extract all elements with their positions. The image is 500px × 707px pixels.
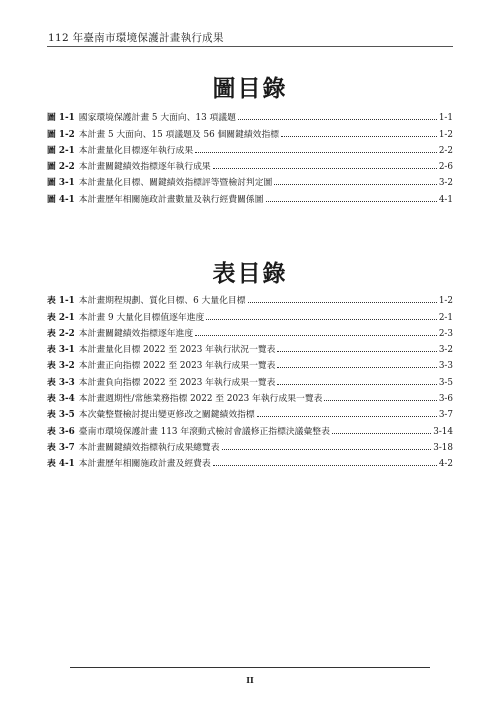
dot-leader [277,351,436,352]
table-list-entry[interactable] [47,339,453,355]
entry-number: 圖 1-2 [47,129,75,140]
dot-leader [213,465,437,466]
entry-page: 2-1 [438,312,453,323]
entry-number: 圖 2-2 [47,162,75,173]
entry-title: 本計畫 5 大面向、15 項議題及 56 個關鍵績效指標 [78,129,280,140]
entry-title: 本計畫量化目標逐年執行成果 [78,145,194,156]
entry-title: 國家環境保護計畫 5 大面向、13 項議題 [78,113,236,124]
figure-list-entry[interactable] [47,172,453,188]
entry-page: 1-1 [438,113,453,124]
entry-title: 本計畫期程規劃、質化目標、6 大量化目標 [78,296,246,307]
entry-number: 圖 3-1 [47,178,75,189]
entry-number: 圖 4-1 [47,194,75,205]
table-list-entry[interactable] [47,306,453,322]
dot-leader [213,168,437,169]
table-list-entry[interactable] [47,404,453,420]
footer-divider [70,667,430,668]
entry-page: 3-2 [438,178,453,189]
dot-leader [195,335,437,336]
table-list-entry[interactable] [47,371,453,387]
entry-page: 2-6 [438,162,453,173]
table-list-entry[interactable] [47,388,453,404]
entry-page: 4-2 [438,459,453,470]
entry-page: 1-2 [438,296,453,307]
entry-title: 本計畫量化目標 2022 至 2023 年執行狀況一覽表 [78,345,276,356]
entry-number: 表 3-6 [47,426,75,437]
entry-title: 本計畫週期性/常態業務指標 2022 至 2023 年執行成果一覽表 [78,394,323,405]
entry-page: 4-1 [438,194,453,205]
entry-title: 本次彙整暨檢討提出變更修改之關鍵績效指標 [78,410,255,421]
table-list-entry[interactable] [47,453,453,469]
entry-number: 表 2-1 [47,312,75,323]
figure-list-entry[interactable] [47,188,453,204]
entry-title: 本計畫歷年相關施政計畫數量及執行經費關係圖 [78,194,264,205]
entry-page: 3-7 [438,410,453,421]
entry-number: 表 3-3 [47,377,75,388]
dot-leader [266,201,437,202]
entry-page: 1-2 [438,129,453,140]
entry-number: 表 3-2 [47,361,75,372]
entry-title: 本計畫負向指標 2022 至 2023 年執行成果一覽表 [78,377,276,388]
entry-title: 本計畫關鍵績效指標逐年執行成果 [78,162,211,173]
dot-leader [324,400,436,401]
table-list-entry[interactable] [47,420,453,436]
entry-number: 表 3-5 [47,410,75,421]
dot-leader [248,302,437,303]
entry-page: 3-5 [438,377,453,388]
entry-title: 本計畫關鍵績效指標逐年進度 [78,328,194,339]
dot-leader [206,319,437,320]
dot-leader [274,184,437,185]
running-header: 112 年臺南市環境保護計畫執行成果 [48,32,224,44]
entry-page: 2-3 [438,328,453,339]
table-list-entry[interactable] [47,437,453,453]
dot-leader [195,152,437,153]
figure-list-entry[interactable] [47,156,453,172]
entry-title: 本計畫歷年相關施政計畫及經費表 [78,459,211,470]
entry-number: 圖 1-1 [47,113,75,124]
table-list [47,290,453,469]
entry-title: 本計畫量化目標、關鍵績效指標評等暨檢討判定圖 [78,178,273,189]
entry-number: 表 3-4 [47,394,75,405]
table-list-entry[interactable] [47,355,453,371]
entry-title: 本計畫正向指標 2022 至 2023 年執行成果一覽表 [78,361,276,372]
figure-list-entry[interactable] [47,123,453,139]
table-list-title: 表目錄 [212,260,288,287]
entry-title: 本計畫關鍵績效指標執行成果總覽表 [78,442,220,453]
table-list-entry[interactable] [47,323,453,339]
dot-leader [332,433,431,434]
entry-page: 3-18 [433,442,453,453]
entry-page: 3-6 [438,394,453,405]
dot-leader [281,136,437,137]
entry-page: 2-2 [438,145,453,156]
page-number: II [246,675,254,685]
entry-number: 表 3-1 [47,345,75,356]
dot-leader [238,119,437,120]
entry-number: 表 2-2 [47,328,75,339]
table-list-entry[interactable] [47,290,453,306]
entry-page: 3-14 [433,426,453,437]
entry-number: 表 3-7 [47,442,75,453]
figure-list-entry[interactable] [47,107,453,123]
entry-title: 本計畫 9 大量化目標值逐年進度 [78,312,205,323]
figure-list [47,107,453,205]
entry-number: 表 4-1 [47,459,75,470]
entry-page: 3-2 [438,345,453,356]
dot-leader [277,384,436,385]
dot-leader [257,416,437,417]
figure-list-entry[interactable] [47,140,453,156]
entry-page: 3-3 [438,361,453,372]
dot-leader [277,367,436,368]
dot-leader [222,449,432,450]
entry-title: 臺南市環境保護計畫 113 年滾動式檢討會議修正指標決議彙整表 [78,426,330,437]
figure-list-title: 圖目錄 [212,75,288,102]
entry-number: 表 1-1 [47,296,75,307]
header-divider [47,46,453,47]
entry-number: 圖 2-1 [47,145,75,156]
